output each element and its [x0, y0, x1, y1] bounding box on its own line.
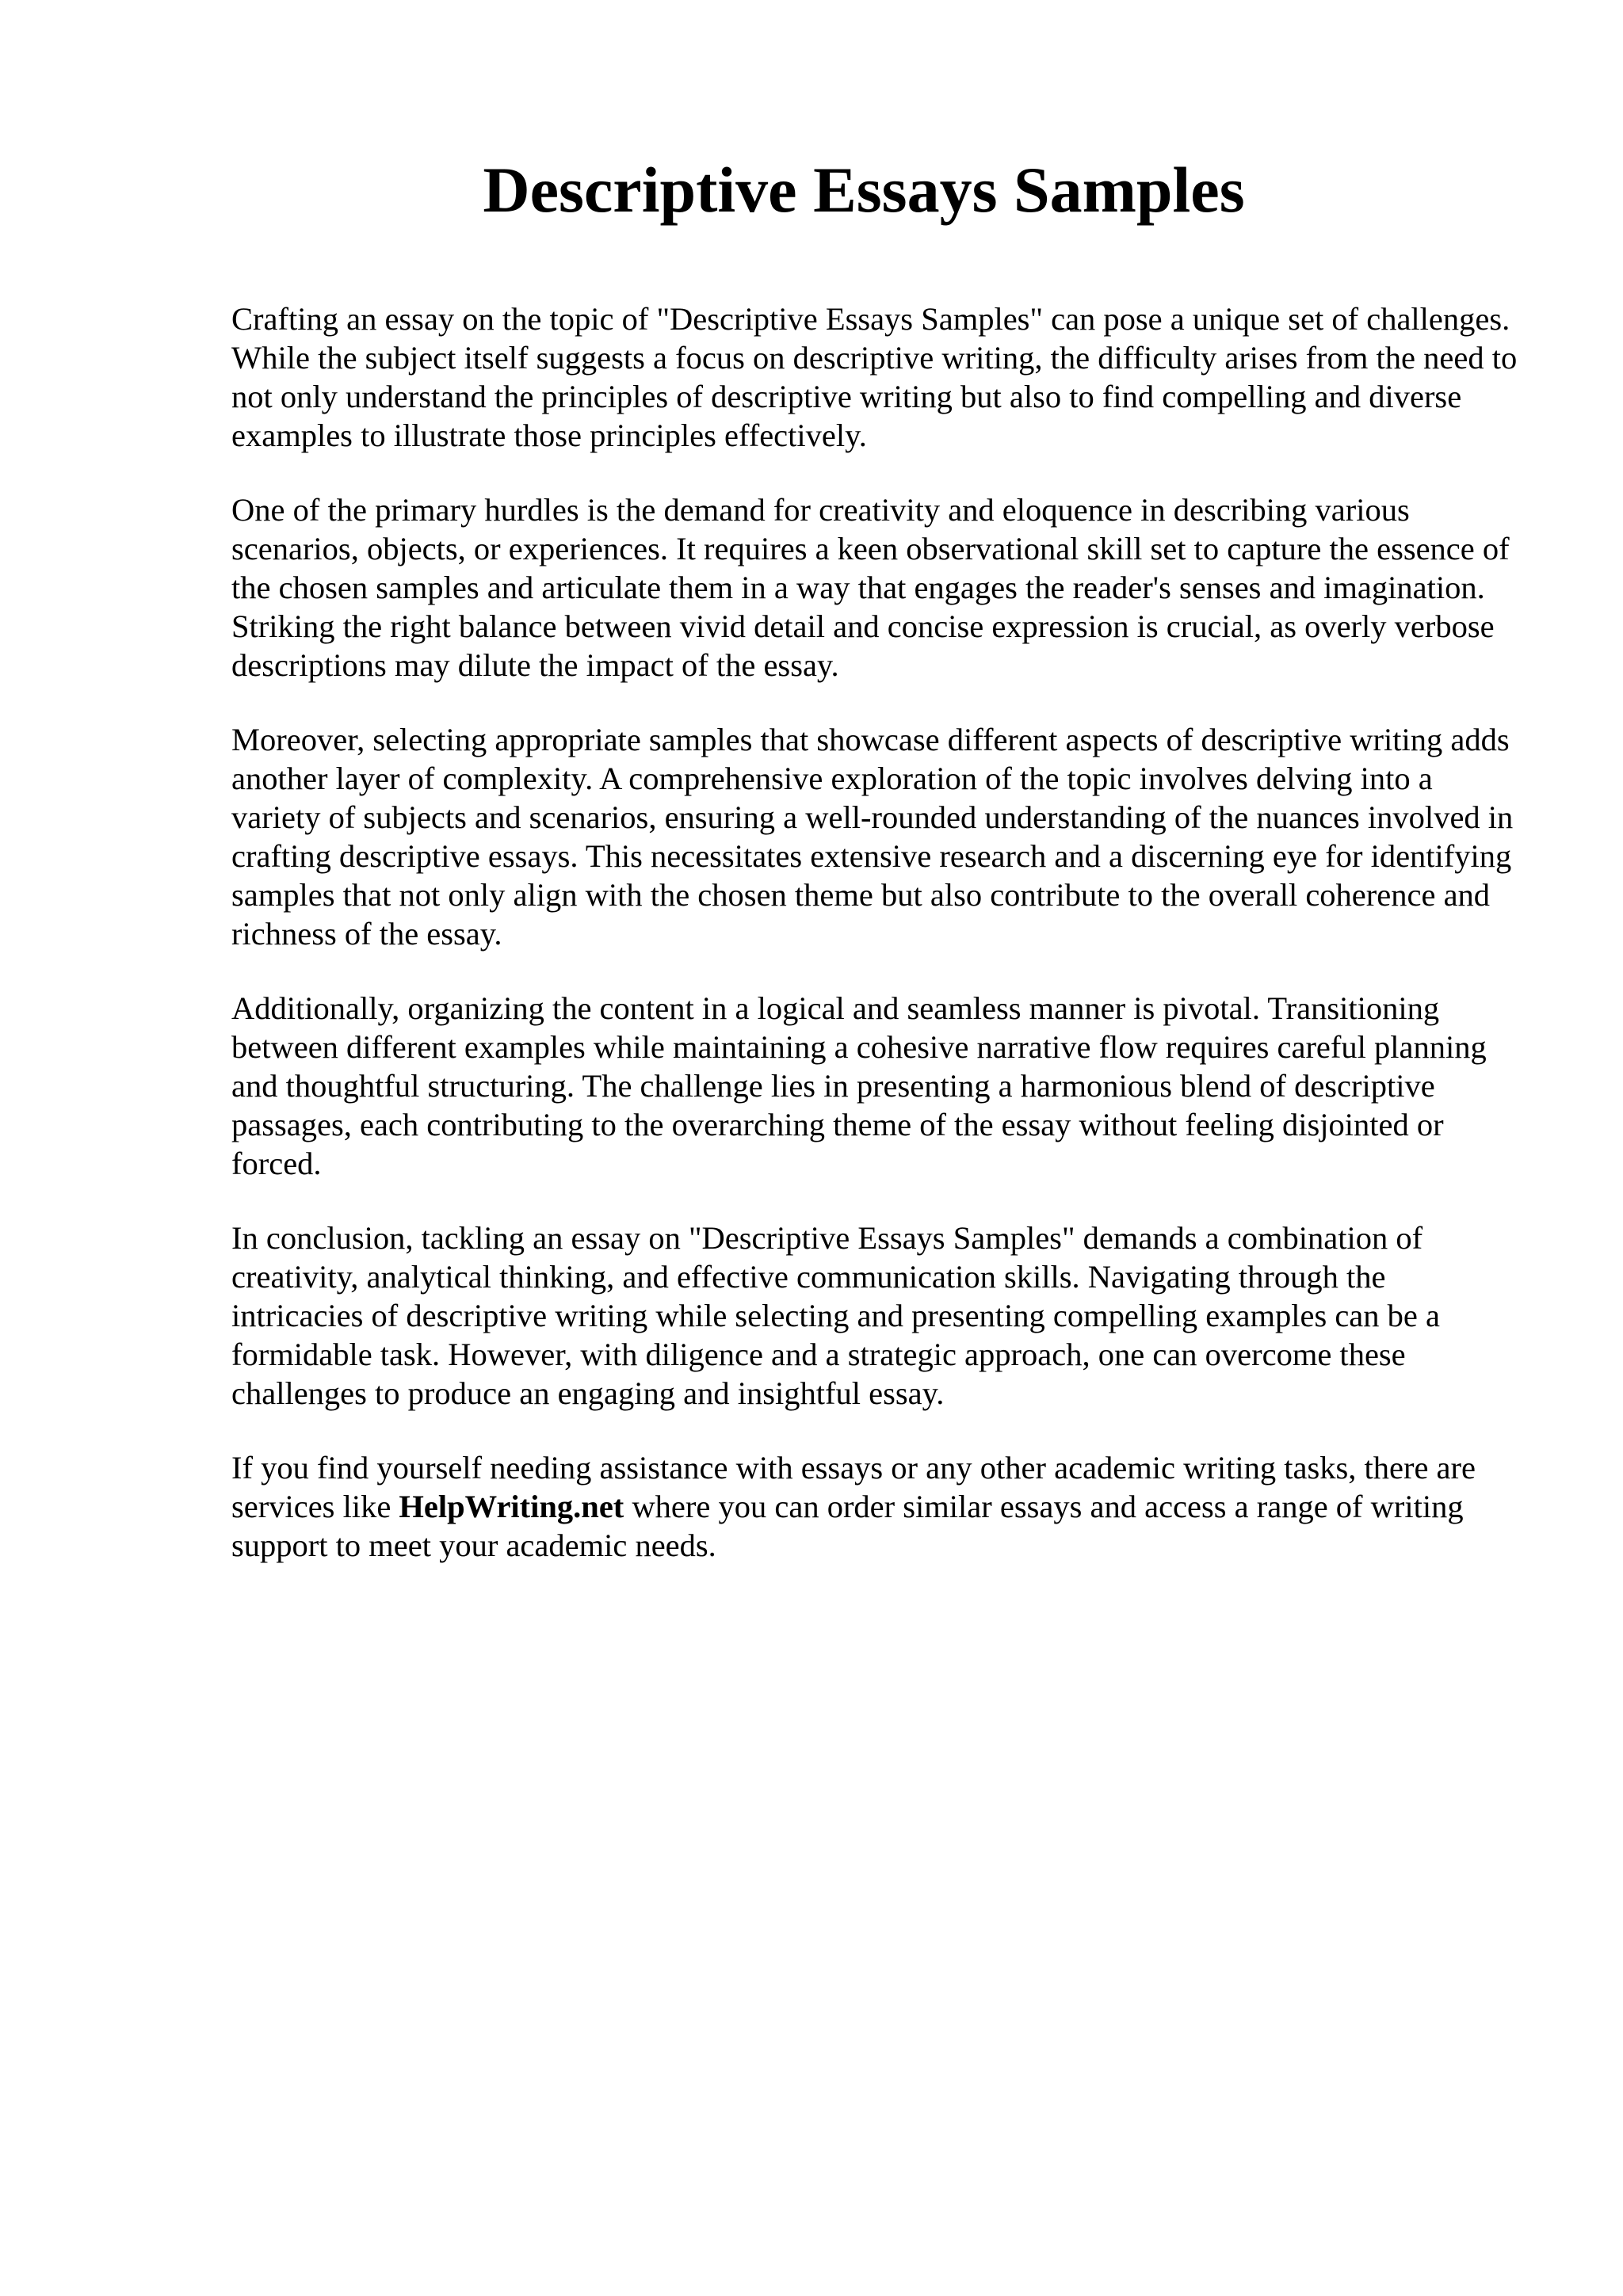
paragraph-2: One of the primary hurdles is the demand for creativity and eloquence in describing various scenarios, objects, or experiences. It requires a keen observational skill set to capture the essence of the chosen samples and articulate them in a way that engages the reader's senses and imagination. Striking the right balance between vivid detail and concise expression is crucial, as overly verbose descriptions may dilute the impact of the essay. [231, 492, 1510, 683]
essay-body [231, 299, 1519, 1600]
paragraph-1: Crafting an essay on the topic of "Descriptive Essays Samples" can pose a unique set of challenges. While the subject itself suggests a focus on descriptive writing, the difficulty arises from the need to not only understand the principles of descriptive writing but also to find compelling and diverse examples to illustrate those principles effectively. [231, 301, 1518, 453]
paragraph-3: Moreover, selecting appropriate samples that showcase different aspects of descriptive writing adds another layer of complexity. A comprehensive exploration of the topic involves delving into a variety of subjects and scenarios, ensuring a well-rounded understanding of the nuances involved in crafting descriptive essays. This necessitates extensive research and a discerning eye for identifying samples that not only align with the chosen theme but also contribute to the overall coherence and richness of the essay. [231, 722, 1514, 952]
closing-paragraph [231, 1448, 1519, 1565]
closing-text-before: If you find yourself needing assistance with essays or any other academic writing tasks, there are services like [231, 1450, 1476, 1524]
closing-text-after: where you can order similar essays and access a range of writing support to meet your academic needs. [231, 1489, 1464, 1563]
paragraph-4: Additionally, organizing the content in a logical and seamless manner is pivotal. Transitioning between different examples while maintaining a cohesive narrative flow requires careful planning and thoughtful structuring. The challenge lies in presenting a harmonious blend of descriptive passages, each contributing to the overarching theme of the essay without feeling disjointed or forced. [231, 990, 1487, 1181]
brand-name: HelpWriting.net [399, 1489, 624, 1524]
paragraph-5: In conclusion, tackling an essay on "Descriptive Essays Samples" demands a combination of creativity, analytical thinking, and effective communication skills. Navigating through the intricacies of descriptive writing while selecting and presenting compelling examples can be a formidable task. However, with diligence and a strategic approach, one can overcome these challenges to produce an engaging and insightful essay. [231, 1220, 1440, 1411]
page-title: Descriptive Essays Samples [483, 154, 1245, 226]
